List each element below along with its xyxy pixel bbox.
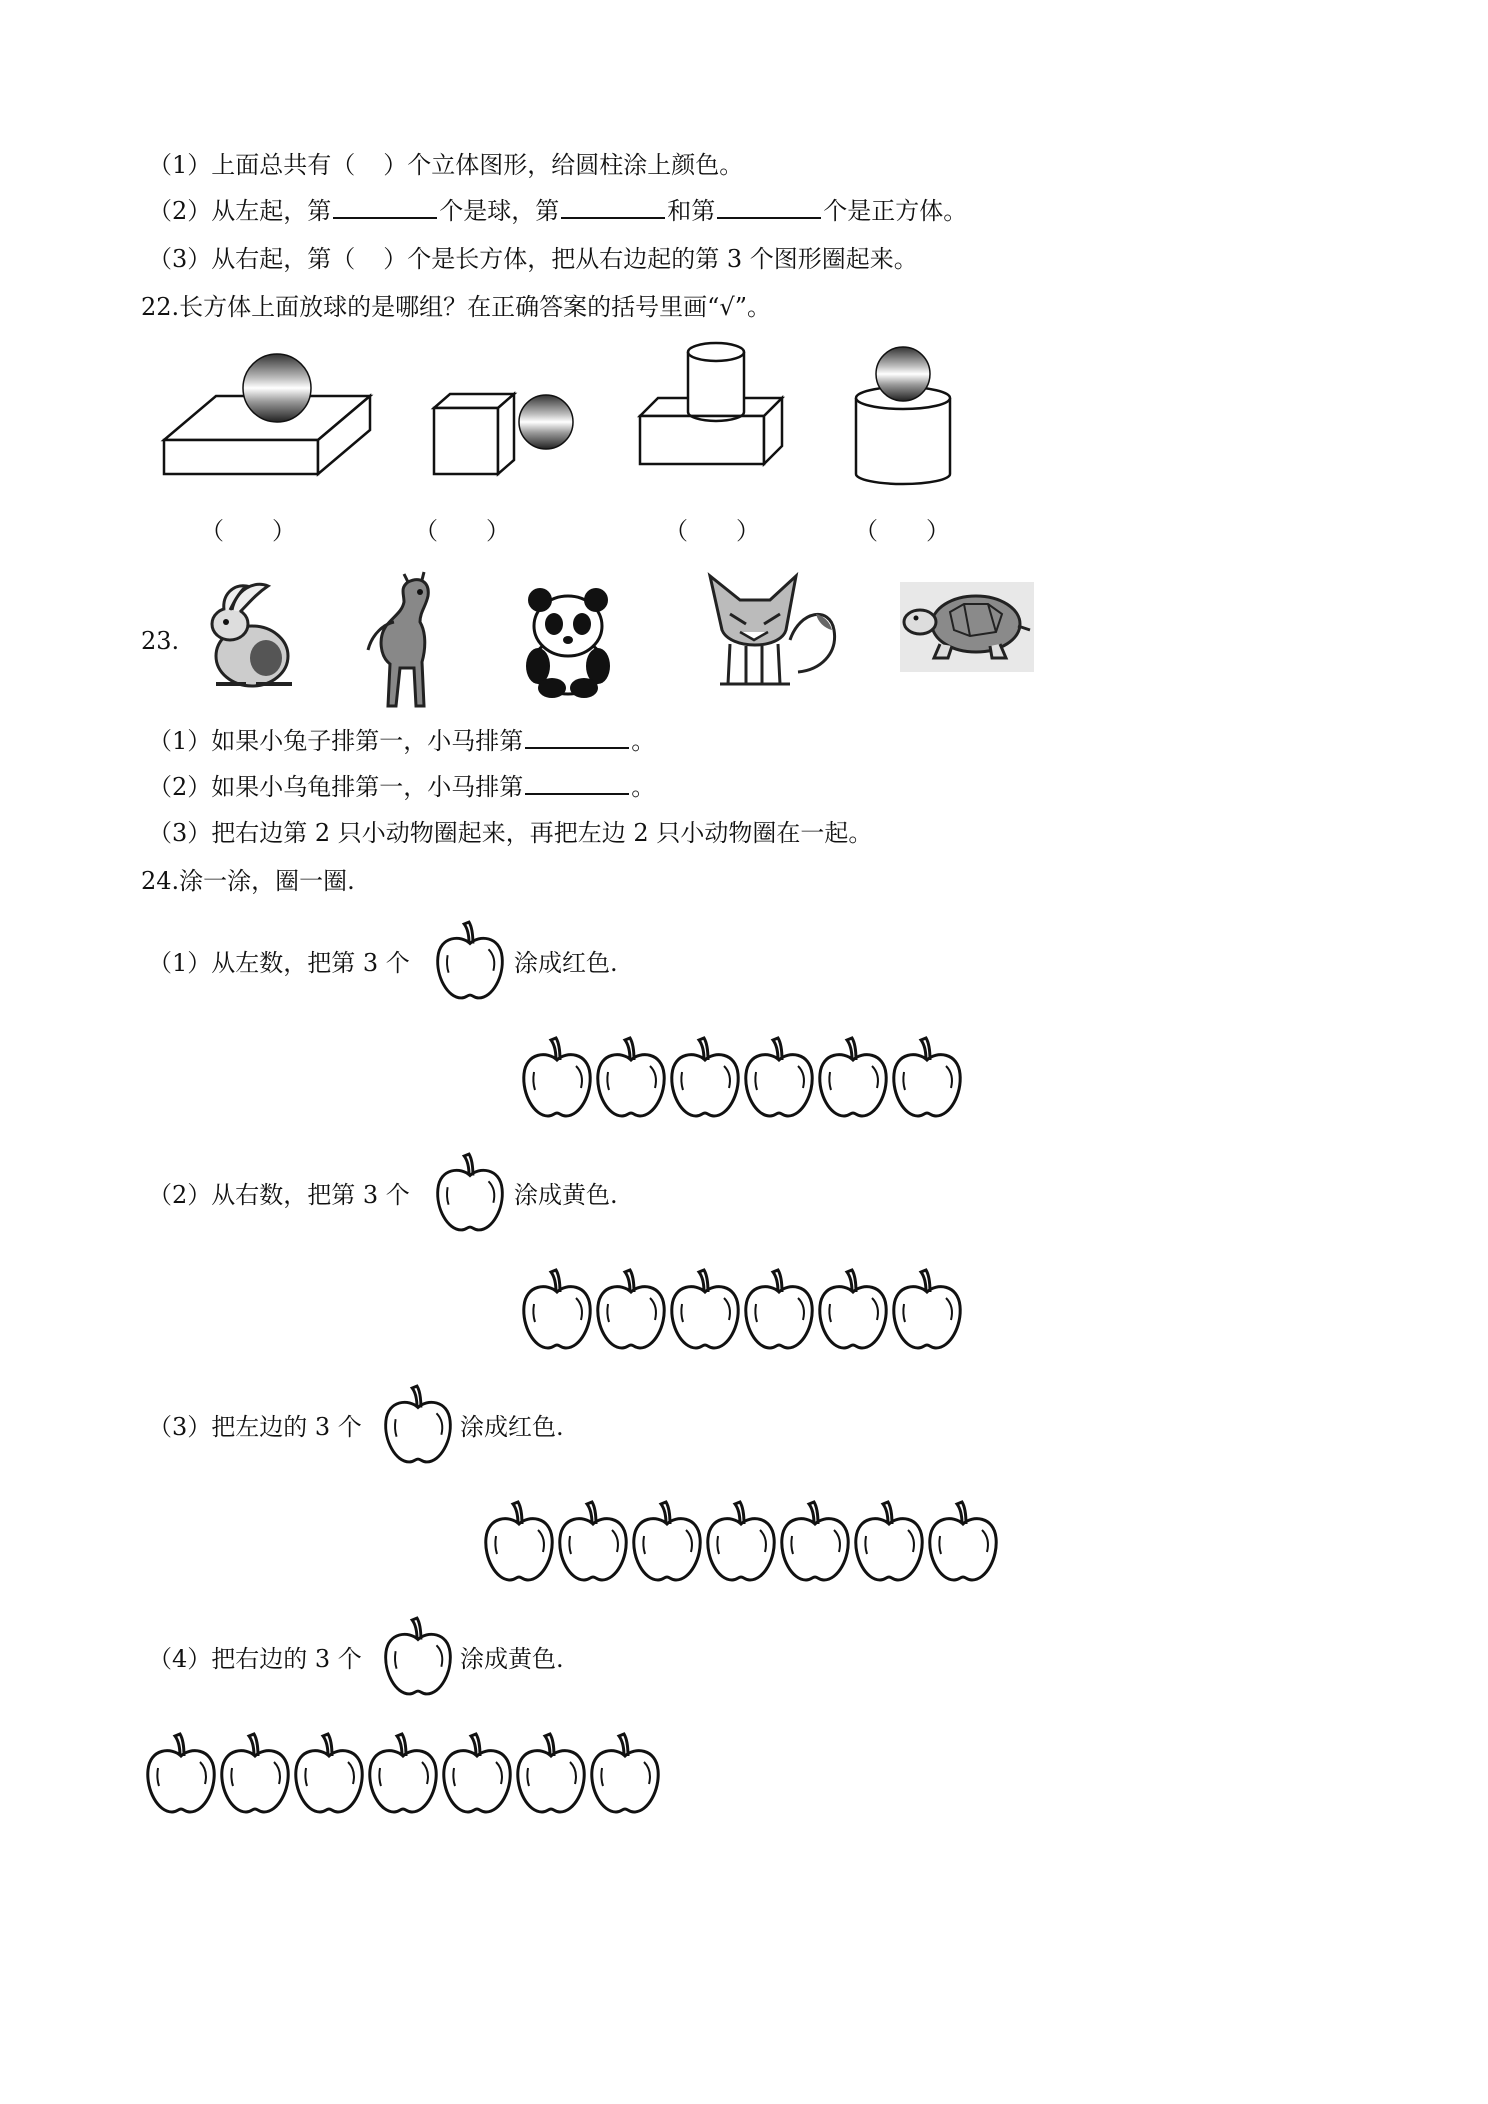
q23-line-3: （3）把右边第 2 只小动物圈起来，再把左边 2 只小动物圈在一起。 bbox=[148, 819, 873, 847]
q21-line-1-post: ）个立体图形，给圆柱涂上颜色。 bbox=[383, 151, 744, 179]
q21-line-3-post: ）个是长方体，把从右边起的第 3 个图形圈起来。 bbox=[383, 245, 918, 273]
q21-line-2-b: 个是球，第 bbox=[439, 197, 560, 225]
q21-line-3 bbox=[148, 242, 918, 276]
apple-icon[interactable] bbox=[594, 1036, 668, 1120]
q24-part-3-post: 涂成红色. bbox=[460, 1413, 564, 1441]
answer-blank[interactable] bbox=[717, 195, 821, 219]
q24-part-1-pre: （1）从左数，把第 3 个 bbox=[148, 949, 410, 977]
answer-blank[interactable] bbox=[561, 195, 665, 219]
apple-icon[interactable] bbox=[890, 1036, 964, 1120]
apple-icon[interactable] bbox=[218, 1732, 292, 1816]
apple-icon[interactable] bbox=[514, 1732, 588, 1816]
apple-icon[interactable] bbox=[668, 1036, 742, 1120]
apple-icon bbox=[434, 1152, 506, 1234]
q23-line-1 bbox=[148, 724, 655, 758]
apple-icon[interactable] bbox=[704, 1500, 778, 1584]
q21-line-2-a: （2）从左起，第 bbox=[148, 197, 332, 225]
apple-icon[interactable] bbox=[588, 1732, 662, 1816]
horse-image bbox=[364, 572, 448, 712]
answer-paren-2[interactable]: （ ） bbox=[414, 517, 510, 545]
panda-image bbox=[520, 588, 614, 698]
apple-row-2 bbox=[520, 1268, 964, 1352]
answer-blank[interactable] bbox=[525, 771, 629, 795]
apple-icon bbox=[434, 920, 506, 1002]
q22-title: 22.长方体上面放球的是哪组？在正确答案的括号里画“√”。 bbox=[141, 293, 771, 321]
q21-line-1 bbox=[148, 148, 743, 182]
group-1-figure bbox=[160, 340, 380, 480]
apple-icon[interactable] bbox=[482, 1500, 556, 1584]
q23-line-1-pre: （1）如果小兔子排第一，小马排第 bbox=[148, 727, 524, 755]
group-2-figure bbox=[430, 390, 590, 480]
q24-part-4-post: 涂成黄色. bbox=[460, 1645, 564, 1673]
apple-icon[interactable] bbox=[144, 1732, 218, 1816]
apple-icon[interactable] bbox=[926, 1500, 1000, 1584]
answer-paren-4[interactable]: （ ） bbox=[854, 517, 950, 545]
apple-icon[interactable] bbox=[816, 1268, 890, 1352]
rabbit-image bbox=[196, 580, 300, 692]
q24-part-3-pre: （3）把左边的 3 个 bbox=[148, 1413, 362, 1441]
apple-icon[interactable] bbox=[292, 1732, 366, 1816]
apple-icon[interactable] bbox=[520, 1268, 594, 1352]
q21-line-1-pre: （1）上面总共有（ bbox=[148, 151, 356, 179]
q23-line-2-post: 。 bbox=[631, 773, 656, 801]
apple-icon[interactable] bbox=[890, 1268, 964, 1352]
apple-icon[interactable] bbox=[816, 1036, 890, 1120]
apple-icon bbox=[382, 1616, 454, 1698]
apple-row-1 bbox=[520, 1036, 964, 1120]
apple-icon[interactable] bbox=[440, 1732, 514, 1816]
q24-title: 24.涂一涂，圈一圈. bbox=[141, 867, 355, 895]
group-3-figure bbox=[636, 338, 786, 470]
apple-row-3 bbox=[482, 1500, 1000, 1584]
apple-icon[interactable] bbox=[742, 1036, 816, 1120]
apple-icon[interactable] bbox=[778, 1500, 852, 1584]
answer-blank[interactable] bbox=[525, 725, 629, 749]
q21-line-3-pre: （3）从右起，第（ bbox=[148, 245, 356, 273]
apple-icon[interactable] bbox=[852, 1500, 926, 1584]
apple-icon[interactable] bbox=[594, 1268, 668, 1352]
q21-line-2-d: 个是正方体。 bbox=[823, 197, 968, 225]
apple-icon[interactable] bbox=[520, 1036, 594, 1120]
q21-line-2-c: 和第 bbox=[667, 197, 716, 225]
apple-icon bbox=[382, 1384, 454, 1466]
apple-icon[interactable] bbox=[630, 1500, 704, 1584]
q24-part-2-pre: （2）从右数，把第 3 个 bbox=[148, 1181, 410, 1209]
answer-blank[interactable] bbox=[333, 195, 437, 219]
apple-icon[interactable] bbox=[556, 1500, 630, 1584]
q24-part-4-pre: （4）把右边的 3 个 bbox=[148, 1645, 362, 1673]
q21-line-2 bbox=[148, 194, 967, 228]
fox-image bbox=[700, 570, 838, 688]
answer-paren-3[interactable]: （ ） bbox=[664, 517, 760, 545]
group-4-figure bbox=[850, 346, 956, 482]
apple-icon[interactable] bbox=[668, 1268, 742, 1352]
apple-icon[interactable] bbox=[742, 1268, 816, 1352]
q23-line-2 bbox=[148, 770, 655, 804]
q23-line-1-post: 。 bbox=[631, 727, 656, 755]
q23-number: 23. bbox=[141, 627, 180, 655]
apple-icon[interactable] bbox=[366, 1732, 440, 1816]
apple-row-4 bbox=[144, 1732, 662, 1816]
q23-line-2-pre: （2）如果小乌龟排第一，小马排第 bbox=[148, 773, 524, 801]
answer-paren-1[interactable]: （ ） bbox=[200, 517, 296, 545]
q24-part-2-post: 涂成黄色. bbox=[514, 1181, 618, 1209]
q24-part-1-post: 涂成红色. bbox=[514, 949, 618, 977]
turtle-image bbox=[900, 582, 1034, 672]
